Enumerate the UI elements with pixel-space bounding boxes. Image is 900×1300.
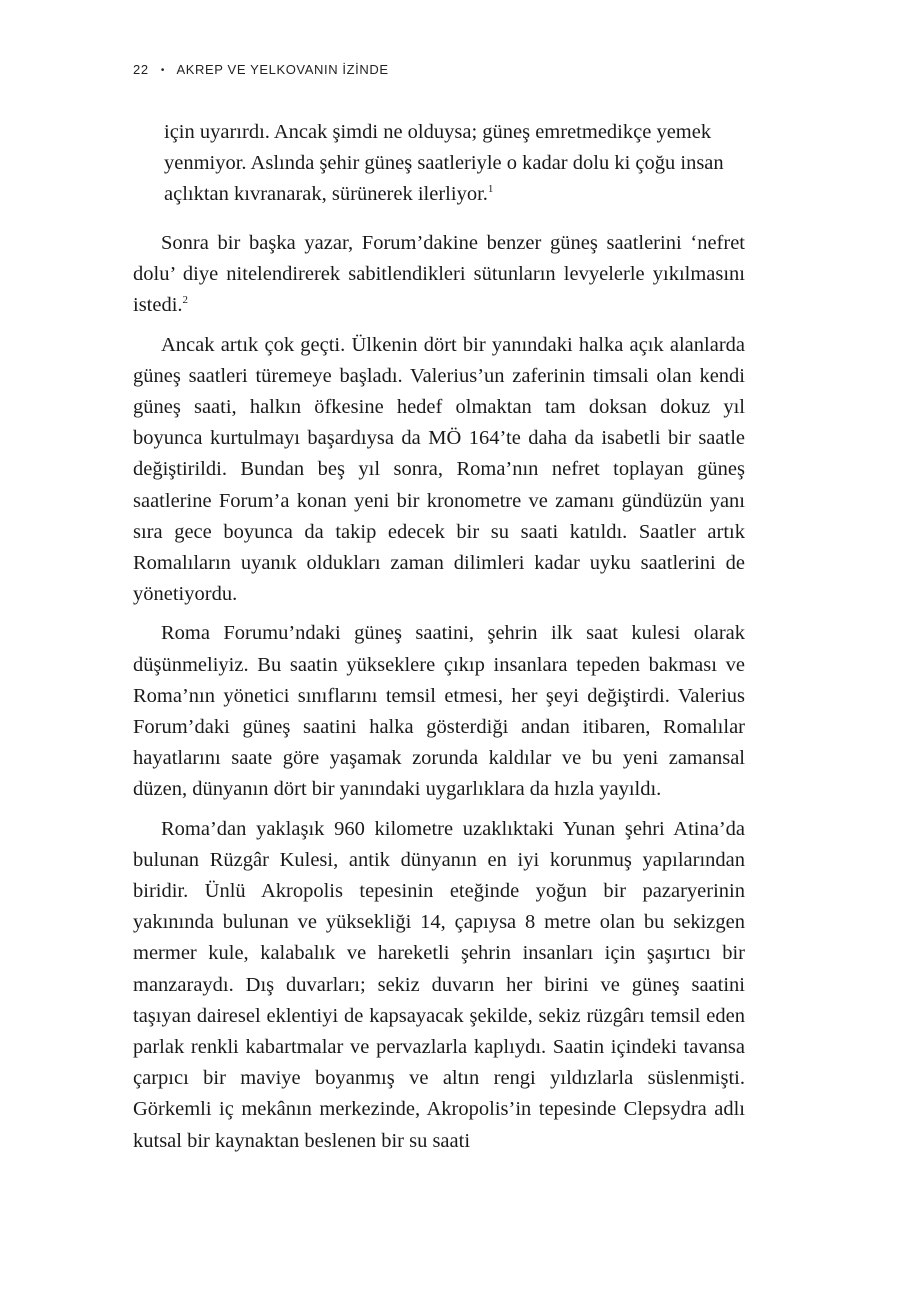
running-head: [133, 62, 389, 77]
paragraph: [133, 814, 745, 1157]
paragraph: [133, 330, 745, 611]
footnote-ref-1[interactable]: 1: [487, 183, 494, 196]
header-separator: •: [160, 65, 165, 76]
footnote-ref-2[interactable]: 2: [182, 294, 189, 307]
quote-text: için uyarırdı. Ancak şimdi ne olduysa; güneş emretmedikçe yemek yenmiyor. Aslında şehir güneş saatleriyle o kadar dolu ki çoğu insan açlıktan kıvranarak, sürünerek ilerliyor.: [164, 121, 724, 206]
paragraph-text: Sonra bir başka yazar, Forum’dakine benzer güneş saatlerini ‘nefret dolu’ diye nitelendirerek sabitlendikleri sütunların levyelerle yıkılmasını istedi.: [133, 232, 745, 317]
body-text: [133, 228, 745, 1165]
paragraph-text: Ancak artık çok geçti. Ülkenin dört bir yanındaki halka açık alanlarda güneş saatleri türemeye başladı. Valerius’un zaferinin timsali olan kendi güneş saati, halkın öfkesine hedef olmaktan tam doksan dokuz yıl boyunca kurtulmayı başardıysa da MÖ 164’te daha da isabetli bir saatle değiştirildi. Bundan beş yıl sonra, Roma’nın nefret toplayan güneş saatlerine Forum’a konan yeni bir kronometre ve zamanı gündüzün yanı sıra gece boyunca da takip edecek bir su saati katıldı. Saatler artık Romalıların uyanık oldukları zaman dilimleri kadar uyku saatlerini de yönetiyordu.: [133, 333, 745, 606]
paragraph: [133, 228, 745, 322]
paragraph: [133, 618, 745, 805]
block-quote: [164, 117, 746, 211]
paragraph-text: Roma’dan yaklaşık 960 kilometre uzaklıktaki Yunan şehri Atina’da bulunan Rüzgâr Kulesi, antik dünyanın en iyi korunmuş yapılarından biridir. Ünlü Akropolis tepesinin eteğinde yoğun bir pazaryerinin yakınında bulunan ve yüksekliği 14, çapıysa 8 metre olan bu sekizgen mermer kule, kalabalık ve hareketli şehrin insanları için şaşırtıcı bir manzaraydı. Dış duvarları; sekiz duvarın her birini ve güneş saatini taşıyan dairesel eklentiyi de kapsayacak şekilde, sekiz rüzgârı temsil eden parlak renkli kabartmalar ve pervazlarla kaplıydı. Saatin içindeki tavansa çarpıcı bir maviye boyanmış ve altın rengi yıldızlarla süslenmişti. Görkemli iç mekânın merkezinde, Akropolis’in tepesinde Clepsydra adlı kutsal bir kaynaktan beslenen bir su saati: [133, 817, 745, 1152]
book-title: AKREP VE YELKOVANIN İZİNDE: [176, 62, 389, 77]
page-number: 22: [133, 62, 149, 77]
paragraph-text: Roma Forumu’ndaki güneş saatini, şehrin ilk saat kulesi olarak düşünmeliyiz. Bu saatin yükseklere çıkıp insanlara tepeden bakması ve Roma’nın yönetici sınıflarını temsil etmesi, her şeyi değiştirdi. Valerius Forum’daki güneş saatini halka gösterdiği andan itibaren, Romalılar hayatlarını saate göre yaşamak zorunda kaldılar ve bu yeni zamansal düzen, dünyanın dört bir yanındaki uygarlıklara da hızla yayıldı.: [133, 622, 745, 801]
